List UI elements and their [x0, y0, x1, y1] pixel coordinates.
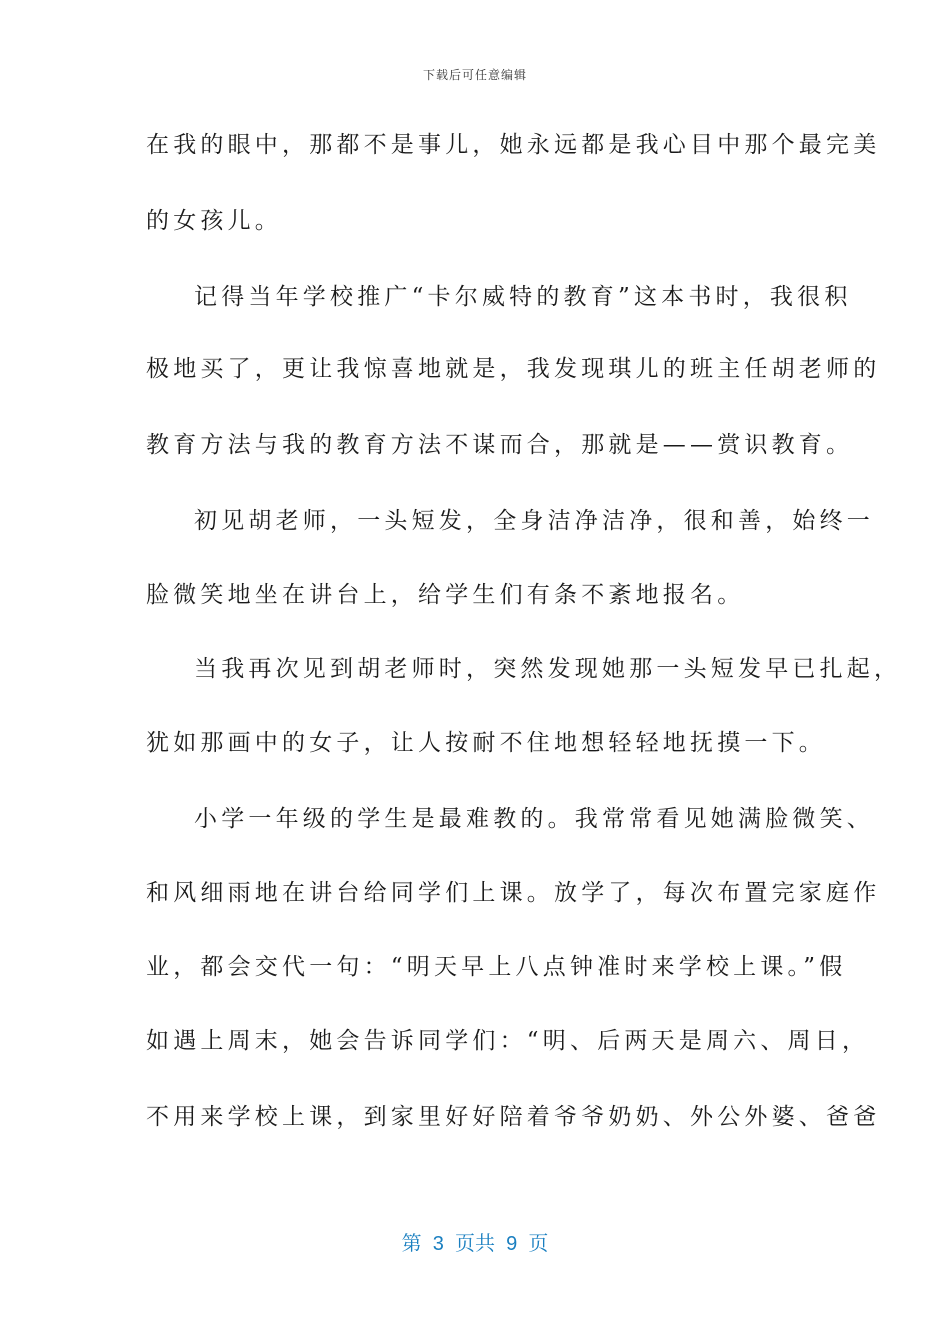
- text-line-paragraph-start: 当我再次见到胡老师时，突然发现她那一头短发早已扎起，: [194, 656, 902, 682]
- text-line: 教育方法与我的教育方法不谋而合，那就是——赏识教育。: [146, 432, 854, 458]
- text-line: 的女孩儿。: [146, 208, 282, 234]
- text-line: 犹如那画中的女子，让人按耐不住地想轻轻地抚摸一下。: [146, 730, 826, 756]
- text-line: 业，都会交代一句：“明天早上八点钟准时来学校上课。”假: [146, 954, 847, 980]
- text-line: 脸微笑地坐在讲台上，给学生们有条不紊地报名。: [146, 582, 745, 608]
- text-line: 在我的眼中，那都不是事儿，她永远都是我心目中那个最完美: [146, 132, 881, 158]
- text-line-paragraph-start: 小学一年级的学生是最难教的。我常常看见她满脸微笑、: [194, 806, 874, 832]
- page-header: 下载后可任意编辑: [422, 68, 527, 82]
- text-line: 极地买了，更让我惊喜地就是，我发现琪儿的班主任胡老师的: [146, 356, 881, 382]
- text-line-paragraph-start: 记得当年学校推广“卡尔威特的教育”这本书时，我很积: [194, 284, 852, 310]
- text-line: 和风细雨地在讲台给同学们上课。放学了，每次布置完家庭作: [146, 880, 881, 906]
- text-line-paragraph-start: 初见胡老师，一头短发，全身洁净洁净，很和善，始终一: [194, 508, 874, 534]
- page-number-footer: 第 3 页共 9 页: [401, 1233, 549, 1255]
- text-line: 不用来学校上课，到家里好好陪着爷爷奶奶、外公外婆、爸爸: [146, 1104, 881, 1130]
- text-line: 如遇上周末，她会告诉同学们：“明、后两天是周六、周日，: [146, 1028, 870, 1054]
